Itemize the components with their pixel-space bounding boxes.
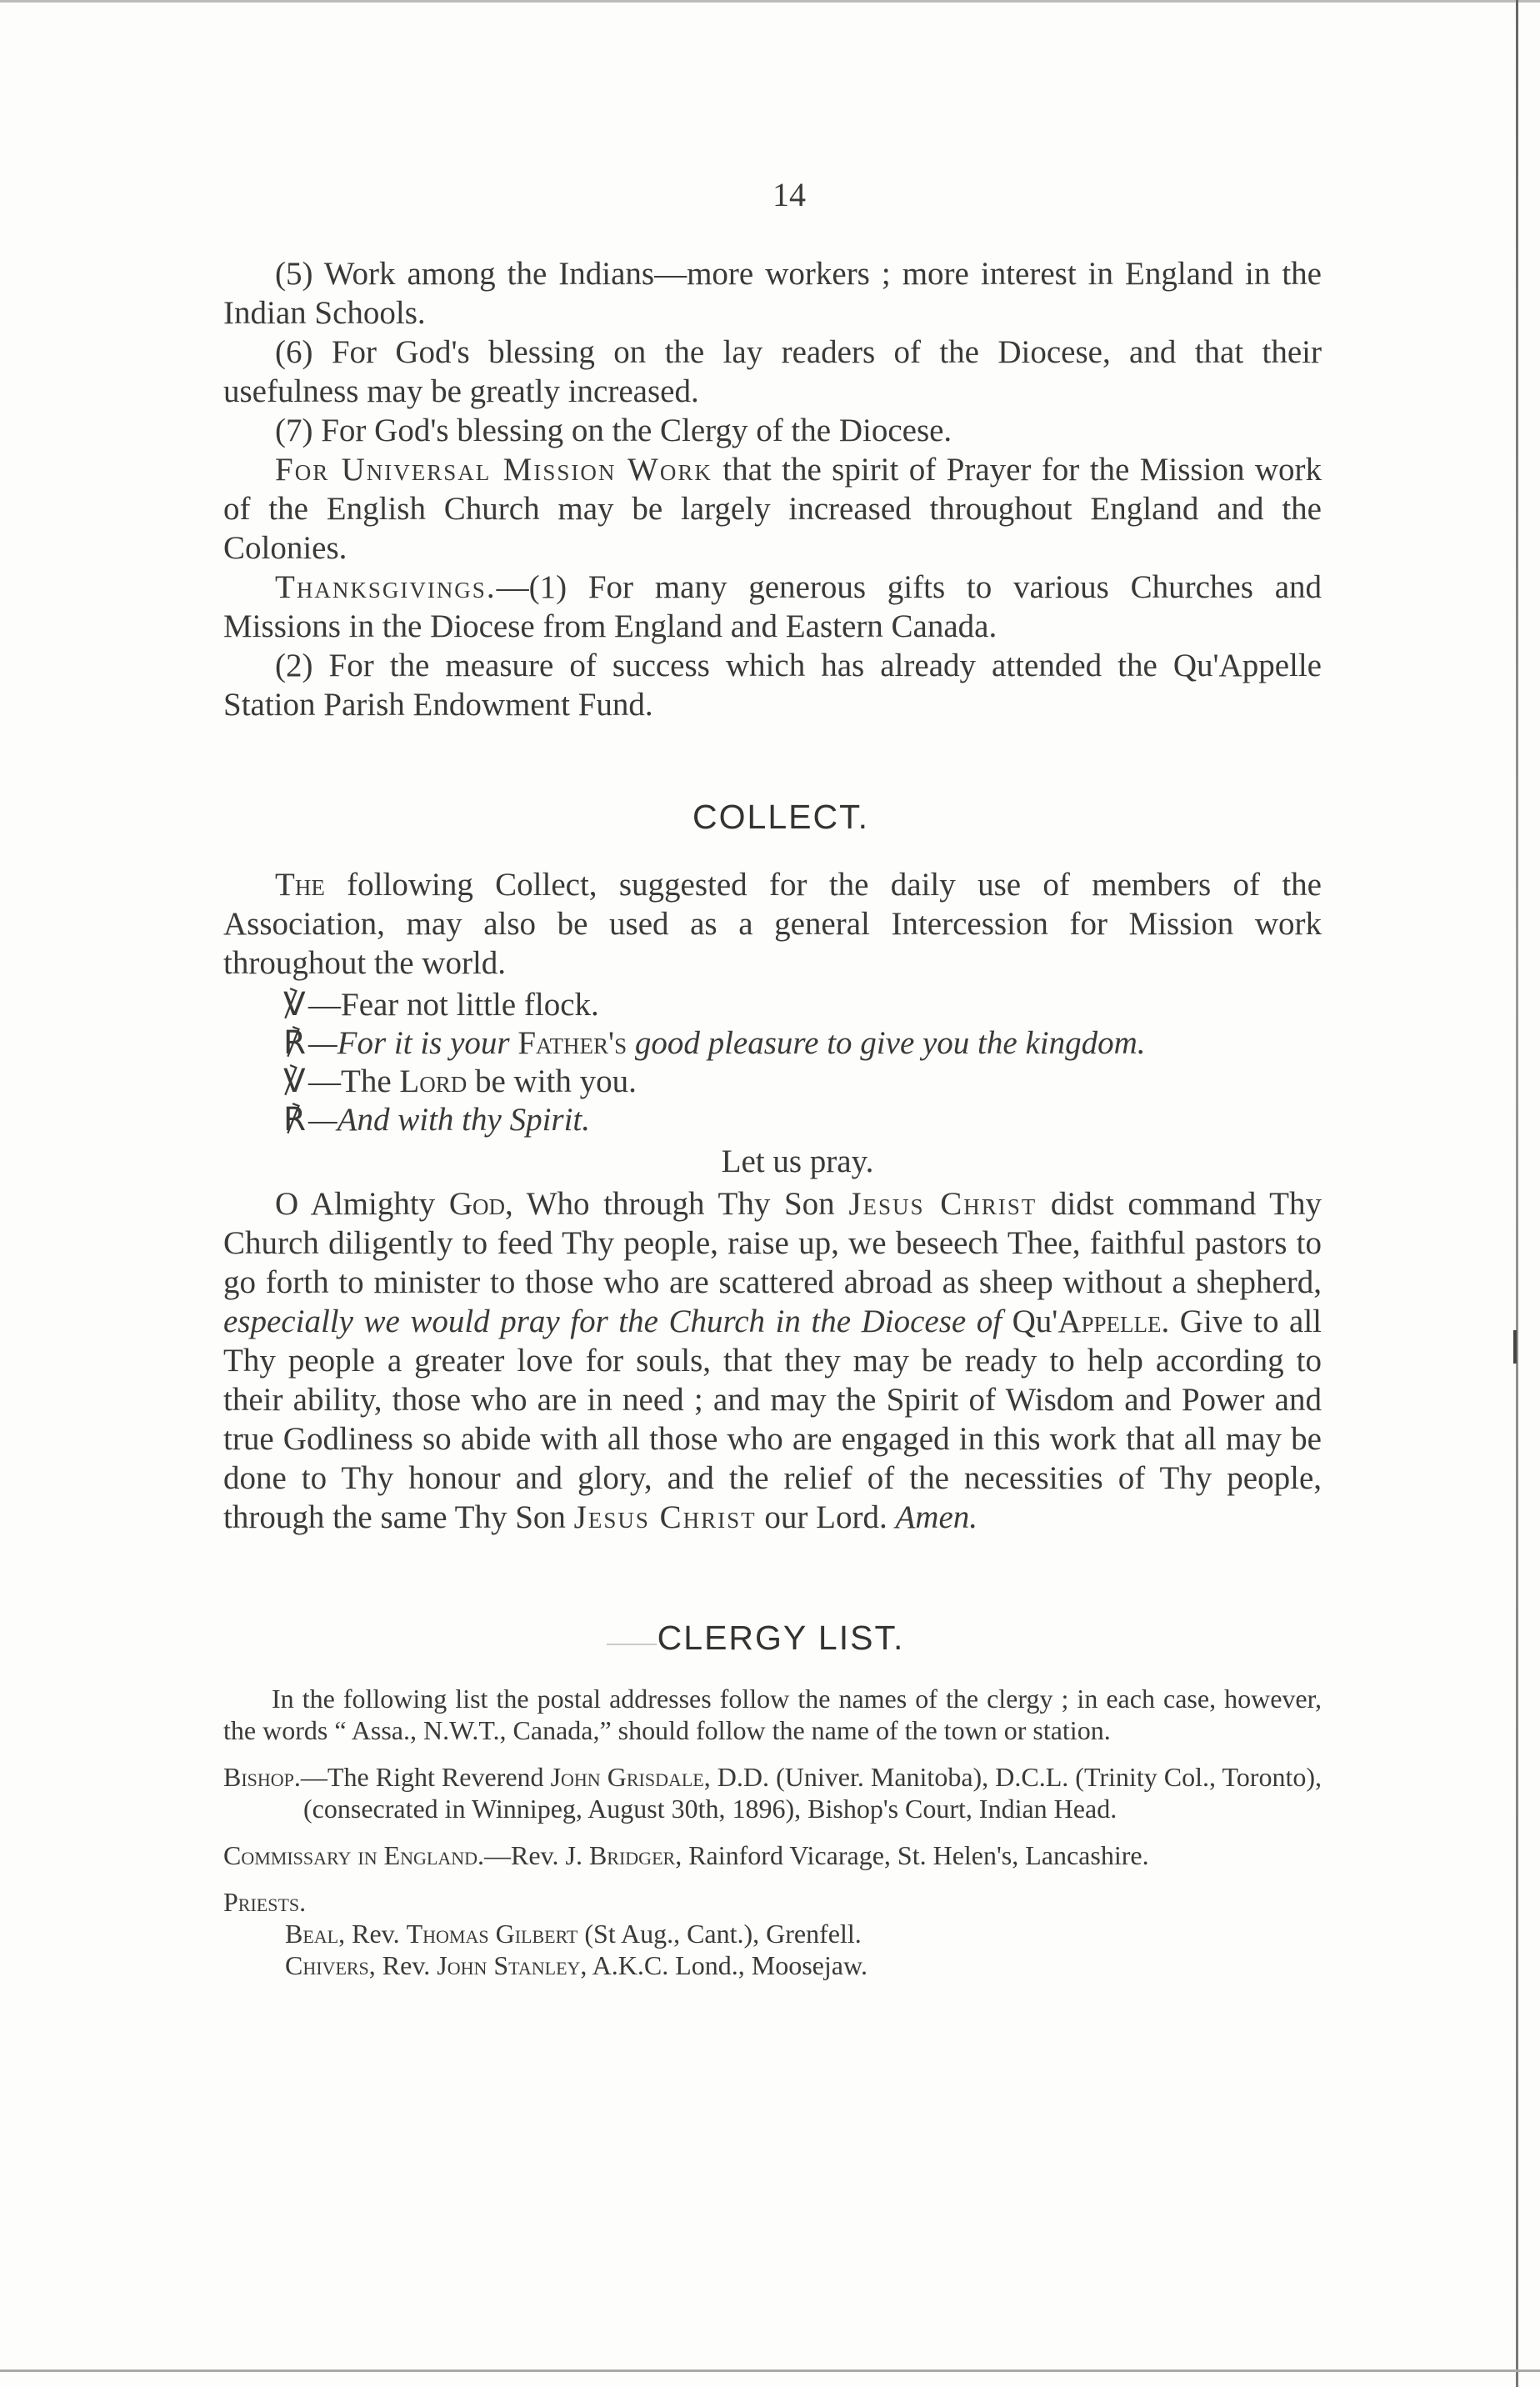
- collect-section: [223, 798, 1322, 1537]
- prayer-text: didst command Thy Church diligently to feed Thy people, raise up, we beseech Thee, faithful pastors to go forth to minister to those who are scattered abroad as sheep without a shepherd,: [223, 1186, 1322, 1300]
- response-2-text: —And with thy Spirit.: [308, 1102, 591, 1138]
- priest-details: , A.K.C. Lond., Moosejaw.: [580, 1950, 868, 1980]
- prayer-italic-intention: especially we would pray for the Church in the Diocese of: [223, 1304, 1002, 1339]
- response-symbol: ℟: [283, 1102, 306, 1138]
- commissary-text: —Rev. J.: [484, 1840, 589, 1870]
- versicle-2-part-b: be with you.: [467, 1063, 637, 1099]
- commissary-details: , Rainford Vicarage, St. Helen's, Lancashire.: [675, 1840, 1149, 1870]
- intercession-7: (7) For God's blessing on the Clergy of the Diocese.: [275, 413, 952, 448]
- priest-details: (St Aug., Cant.), Grenfell.: [578, 1919, 862, 1949]
- response-1-father: Father's: [518, 1025, 628, 1061]
- prayer-quappelle-prefix: Qu': [1002, 1304, 1058, 1339]
- prayer-god: God: [448, 1186, 506, 1222]
- prayer-text: , Who through Thy Son: [505, 1186, 849, 1222]
- prayer-amen: Amen.: [895, 1499, 978, 1535]
- thanksgivings: [223, 568, 1322, 646]
- page-content: [223, 175, 1322, 1981]
- priests-label: Priests.: [223, 1887, 307, 1917]
- prayer-text: . Give to all Thy people a greater love for souls, that they may be ready to help according to their ability, those who are in need ; and may the Spirit of Wisdom and Power and true Godliness so abide with all those who are engaged in this work that all may be done to Thy honour and glory, and the relief of the necessities of Thy people, through the same Thy Son: [223, 1304, 1322, 1535]
- priest-surname: Chivers: [285, 1950, 369, 1980]
- prayer-text: O Almighty: [275, 1186, 449, 1222]
- collect-intro-text: following Collect, suggested for the daily use of members of the Association, may also be used as a general Intercession for Mission work throughout the world.: [223, 867, 1322, 981]
- clergy-entry-bishop: [223, 1761, 1322, 1824]
- intercession-6: (6) For God's blessing on the lay readers of the Diocese, and that their usefulness may be greatly increased.: [223, 334, 1322, 409]
- versicle-2: [223, 1063, 1322, 1101]
- let-us-pray: Let us pray.: [721, 1143, 874, 1179]
- versicle-symbol: ℣: [283, 1063, 306, 1099]
- collect-intro-lead: The: [275, 867, 325, 903]
- thanksgivings-label: Thanksgivings.: [275, 569, 497, 605]
- versicles: [223, 986, 1322, 1139]
- page-right-edge: [1516, 0, 1518, 2387]
- intercession-5: (5) Work among the Indians—more workers ; more interest in England in the Indian Schools.: [223, 256, 1322, 331]
- versicle-symbol: ℣: [283, 987, 306, 1023]
- intercessions-section: [223, 254, 1322, 724]
- prayer-quappelle: Appelle: [1058, 1304, 1162, 1339]
- clergy-entry-commissary: [223, 1839, 1322, 1871]
- page-number: 14: [772, 176, 806, 213]
- response-1: [223, 1024, 1322, 1063]
- response-1-part-b: good pleasure to give you the kingdom.: [627, 1025, 1146, 1061]
- versicle-2-part-a: —The: [308, 1063, 400, 1099]
- priest-given-names: Thomas Gilbert: [406, 1919, 578, 1949]
- priest-text: , Rev.: [338, 1919, 407, 1949]
- clergy-list-section: [223, 1619, 1322, 1981]
- clergy-list-intro: In the following list the postal addresses follow the names of the clergy ; in each case, however, the words “ Assa., N.W.T., Canada,” should follow the name of the town or station.: [223, 1684, 1322, 1745]
- clergy-list-heading: CLERGY LIST.: [657, 1619, 905, 1657]
- bishop-text: —The Right Reverend: [300, 1762, 551, 1792]
- universal-mission-work: [223, 450, 1322, 568]
- thanksgivings-text: —(1) For many generous gifts to various Churches and Missions in the Diocese from England and Eastern Canada.: [223, 569, 1322, 644]
- versicle-2-lord: Lord: [399, 1063, 468, 1099]
- page-bottom-edge: [0, 2369, 1540, 2372]
- priest-text: , Rev.: [368, 1950, 438, 1980]
- collect-prayer: [223, 1184, 1322, 1537]
- collect-intro: [223, 865, 1322, 983]
- collect-heading: COLLECT.: [692, 798, 869, 836]
- commissary-label: Commissary in England.: [223, 1840, 485, 1870]
- priest-given-names: John Stanley: [437, 1950, 581, 1980]
- priest-entry: [223, 1918, 1322, 1949]
- prayer-jesus-christ: Jesus Christ: [848, 1186, 1038, 1222]
- commissary-name: Bridger: [588, 1840, 676, 1870]
- versicle-1-text: —Fear not little flock.: [308, 987, 599, 1023]
- versicle-1: [223, 986, 1322, 1024]
- universal-mission-text: that the spirit of Prayer for the Mission work of the English Church may be largely increased throughout England and the Colonies.: [223, 452, 1322, 566]
- bishop-label: Bishop.: [223, 1762, 301, 1792]
- page-top-edge: [0, 0, 1540, 3]
- prayer-jesus-christ: Jesus Christ: [573, 1499, 757, 1535]
- priest-entry: [223, 1949, 1322, 1981]
- prayer-text: our Lord.: [756, 1499, 896, 1535]
- priest-surname: Beal: [285, 1919, 339, 1949]
- margin-mark: [1513, 1330, 1517, 1364]
- bishop-name: John Grisdale: [550, 1762, 704, 1792]
- thanksgiving-2: (2) For the measure of success which has already attended the Qu'Appelle Station Parish Endowment Fund.: [223, 648, 1322, 723]
- bishop-details: , D.D. (Univer. Manitoba), D.C.L. (Trinity Col., Toronto), (consecrated in Winnipeg, August 30th, 1896), Bishop's Court, Indian Head.: [303, 1762, 1322, 1824]
- universal-mission-label: For Universal Mission Work: [275, 452, 712, 488]
- response-2: [223, 1101, 1322, 1139]
- response-1-part-a: —For it is your: [308, 1025, 518, 1061]
- response-symbol: ℟: [283, 1025, 306, 1061]
